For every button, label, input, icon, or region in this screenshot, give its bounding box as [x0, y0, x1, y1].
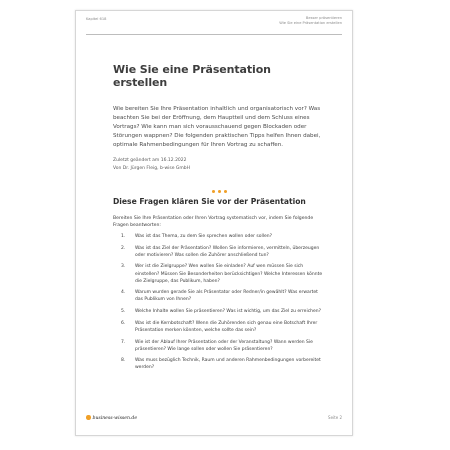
section-intro: Bereiten Sie Ihre Präsentation oder Ihren Vortrag systematisch vor, indem Sie folgende Fragen beantworten:: [113, 215, 314, 228]
list-item: [113, 357, 326, 371]
item-text: Welche Inhalte wollen Sie präsentieren? Was ist wichtig, um das Ziel zu erreichen?: [135, 309, 322, 315]
list-item: [113, 233, 326, 240]
item-number: 1.: [121, 233, 126, 239]
list-item: [113, 263, 326, 284]
header-subsection: Wie Sie eine Präsentation erstellen: [279, 21, 342, 26]
article-lead: Wie bereiten Sie Ihre Präsentation inhaltlich und organisatorisch vor? Was beachten Sie bei der Eröffnung, dem Hauptteil und dem Schluss eines Vortrags? Wie kann man sich vorausschauend gegen Blockaden oder Störungen wappnen? Die folgenden praktischen Tipps helfen Ihnen dabei, optimale Rahmenbedingungen für Ihren Vortrag zu schaffen.: [113, 106, 321, 148]
brand-name: business-wissen.de: [92, 416, 138, 421]
item-number: 3.: [121, 264, 126, 270]
item-text: Wer ist die Zielgruppe? Wen wollen Sie einladen? Auf wen müssen Sie sich einstellen? Müssen Sie Besonderheiten berücksichtigen? Welche Interessen könnte die Zielgruppe, das Publikum, haben?: [135, 264, 323, 284]
list-item: [113, 339, 326, 353]
separator-dot: [212, 190, 215, 193]
question-list: [113, 233, 326, 372]
item-text: Warum wurden gerade Sie als Präsentator oder Redner/in gewählt? Was erwartet das Publikum von Ihnen?: [135, 290, 318, 303]
item-number: 7.: [121, 339, 126, 345]
chapter-label: Kapitel 618: [86, 17, 107, 21]
author-line: Von Dr. Jürgen Fleig, b-wise GmbH: [113, 165, 191, 171]
item-number: 8.: [121, 358, 126, 364]
article-content: [113, 63, 326, 376]
separator-dot: [224, 190, 227, 193]
section-heading: Diese Fragen klären Sie vor der Präsentation: [113, 196, 306, 206]
article-meta: [113, 157, 326, 173]
item-text: Wie ist der Ablauf Ihrer Präsentation oder der Veranstaltung? Wann werden Sie präsentieren? Wie lange sollen oder wollen Sie präsentieren?: [135, 339, 313, 352]
page-number: Seite 2: [328, 415, 342, 420]
separator-dots: [113, 178, 326, 188]
updated-date: Zuletzt geändert am 16.12.2022: [113, 157, 187, 163]
list-item: [113, 308, 326, 315]
header-breadcrumb: [279, 16, 342, 26]
item-text: Was ist das Ziel der Präsentation? Wollen Sie informieren, vermitteln, überzeugen oder motivieren? Was sollen die Zuhörer anschließend tun?: [135, 245, 320, 258]
list-item: [113, 245, 326, 259]
list-item: [113, 289, 326, 303]
item-text: Was ist die Kernbotschaft? Wenn die Zuhörenden sich genau eine Botschaft Ihrer Präsentation merken könnten, welche sollte das sein?: [135, 320, 318, 333]
header-section: Besser präsentieren: [305, 16, 342, 20]
item-number: 6.: [121, 320, 126, 326]
list-item: [113, 320, 326, 334]
page-header: [86, 16, 342, 35]
item-number: 5.: [121, 309, 126, 315]
separator-dot: [218, 190, 221, 193]
article-title: Wie Sie eine Präsentation erstellen: [113, 63, 271, 89]
brand-logo: [86, 415, 137, 421]
document-page: [75, 10, 353, 436]
page-footer: [86, 415, 342, 423]
item-number: 4.: [121, 290, 126, 296]
item-number: 2.: [121, 245, 126, 251]
item-text: Was ist das Thema, zu dem Sie sprechen wollen oder sollen?: [135, 233, 272, 239]
item-text: Was muss bezüglich Technik, Raum und anderen Rahmenbedingungen vorbereitet werden?: [135, 358, 321, 371]
brand-dot-icon: [86, 415, 91, 420]
